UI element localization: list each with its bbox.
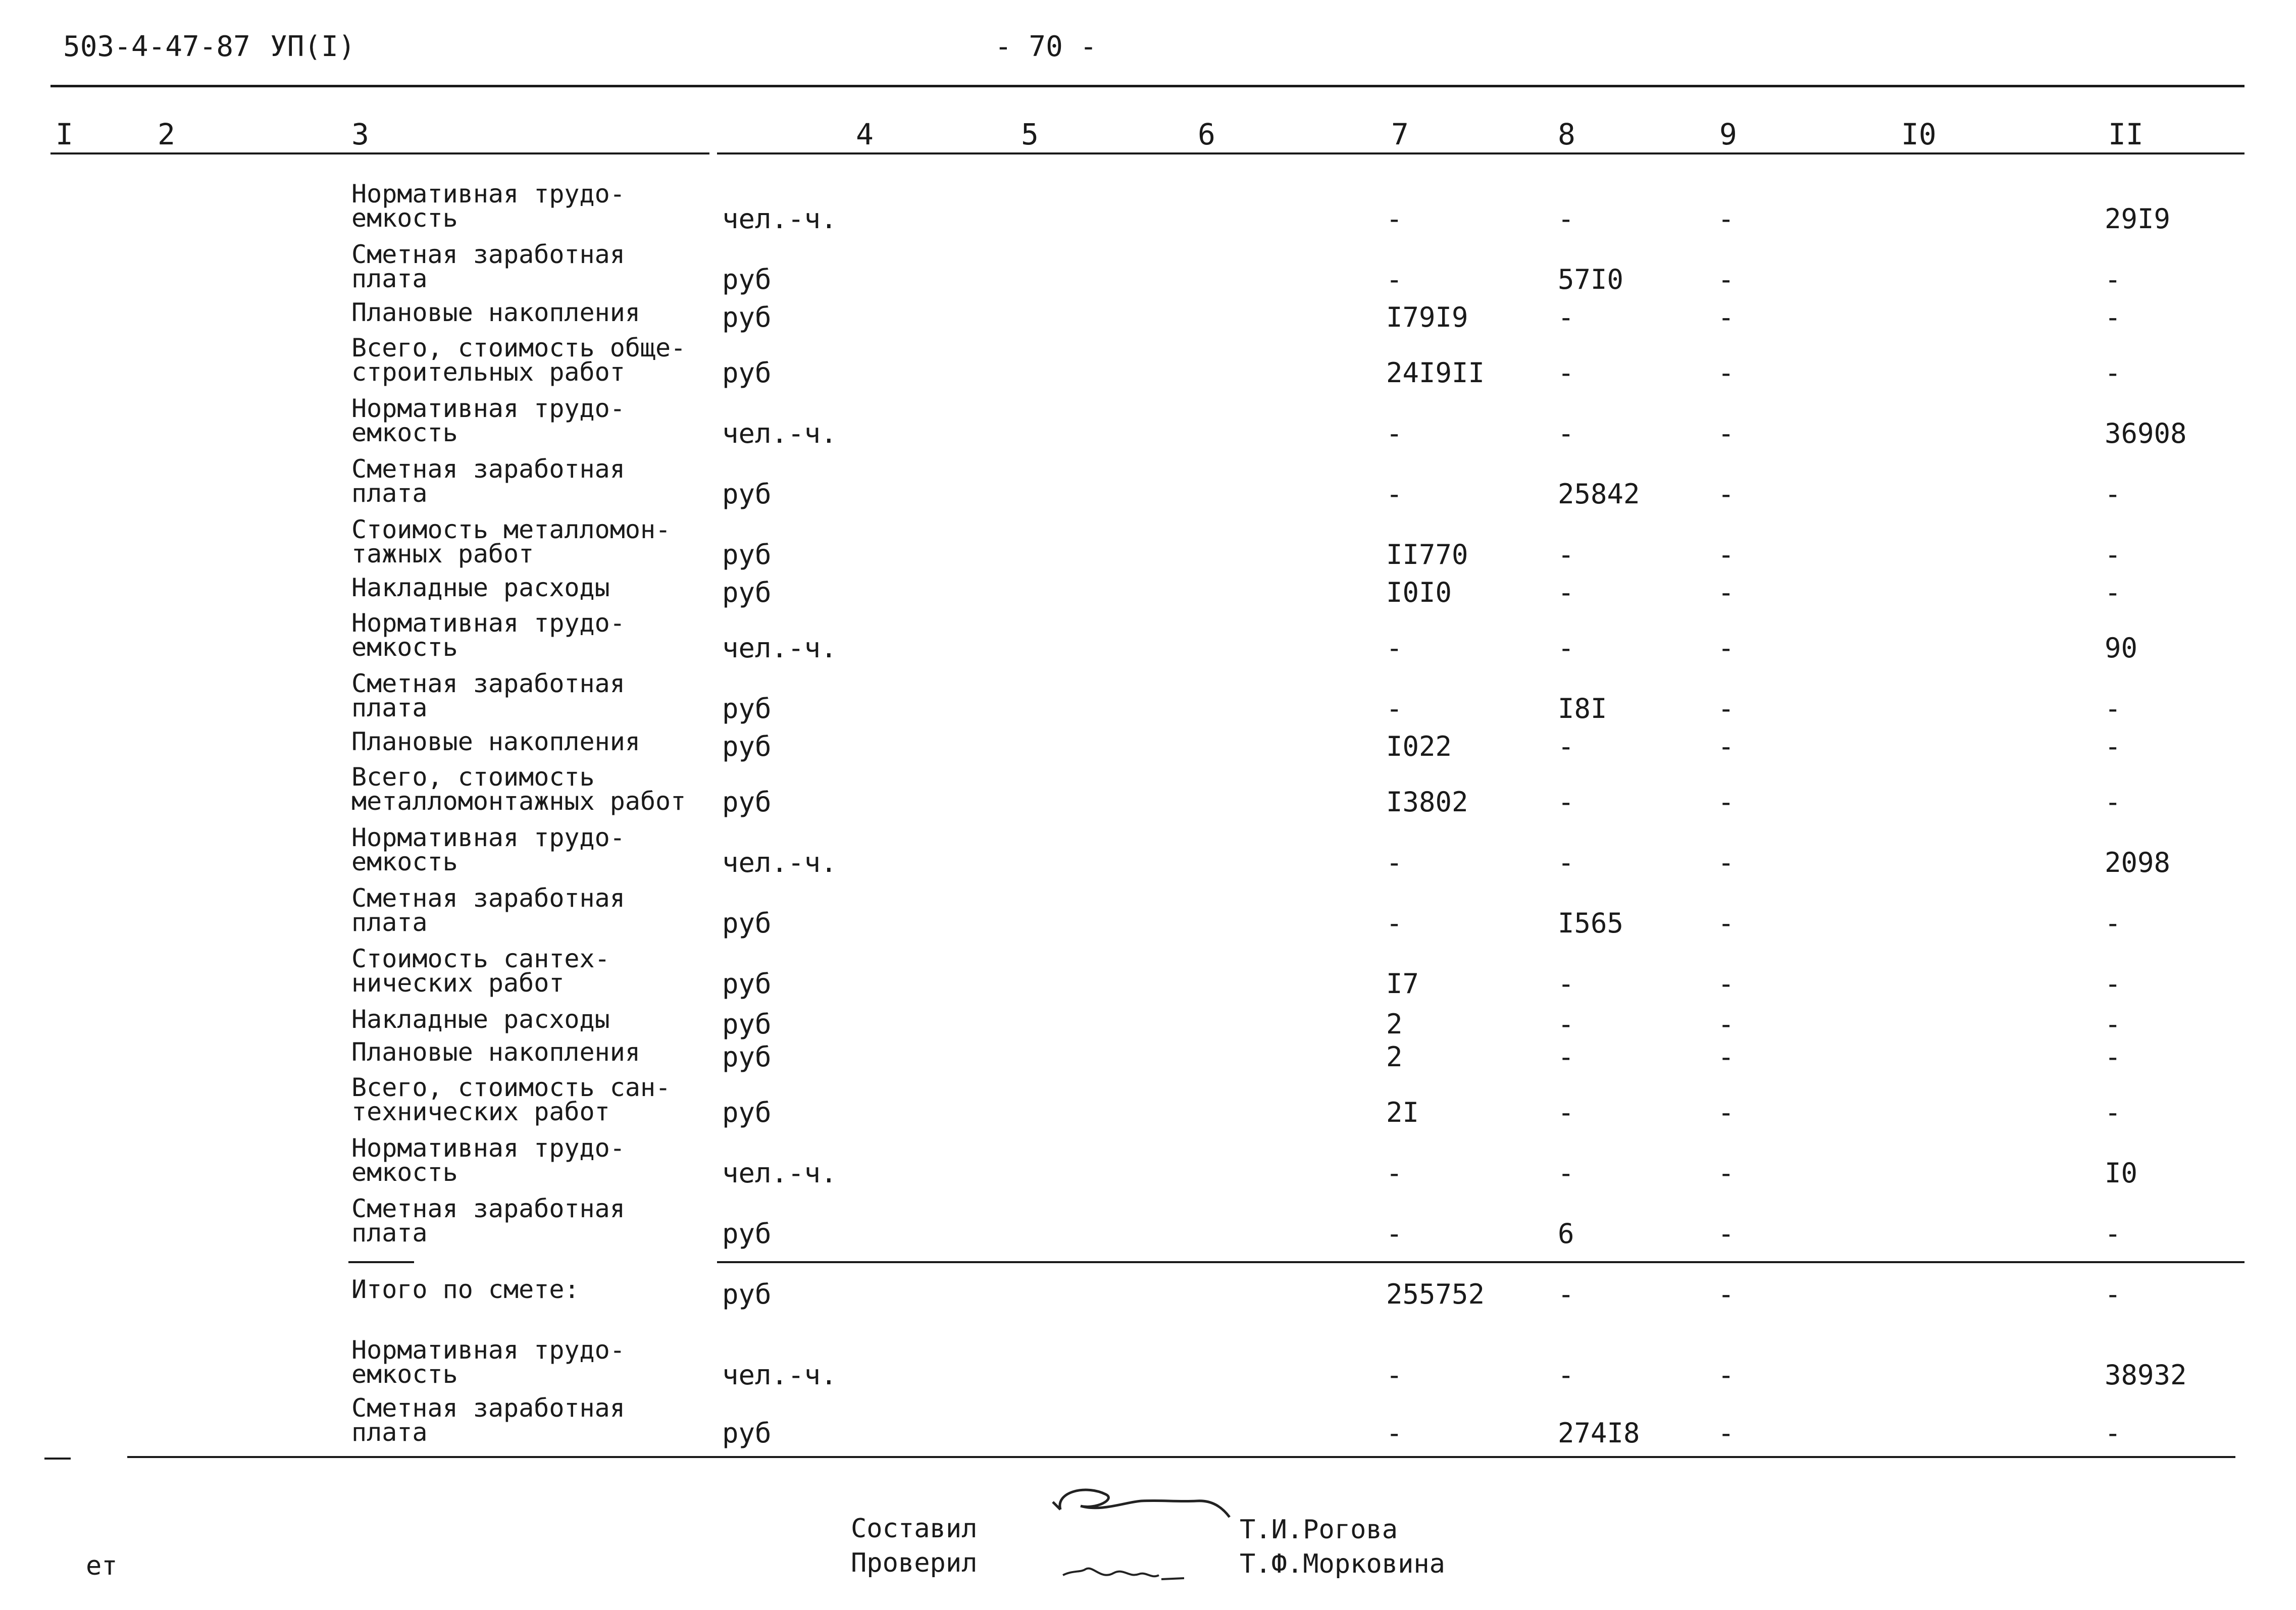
row-col8-value: 57I0 <box>1558 264 1624 295</box>
row-unit: руб <box>722 1097 772 1128</box>
totals-short-dash <box>348 1261 414 1263</box>
row-unit: руб <box>722 1041 772 1073</box>
row-col7-value: I79I9 <box>1386 301 1468 333</box>
row-name: Сметная заработная плата <box>351 240 625 293</box>
row-name: Нормативная трудо- емкость <box>351 394 625 447</box>
row-col8-value: - <box>1558 632 1574 664</box>
row-col8-value: - <box>1558 418 1574 449</box>
row-col9-value: - <box>1718 539 1734 570</box>
row-col9-value: - <box>1718 577 1734 608</box>
row-col9-value: - <box>1718 907 1734 939</box>
row-name: Плановые накопления <box>351 1037 640 1067</box>
row-col8-value: 274I8 <box>1558 1417 1640 1449</box>
row-col9-value: - <box>1718 1278 1734 1310</box>
row-col7-value: - <box>1386 1359 1403 1391</box>
row-col11-value: - <box>2105 577 2121 608</box>
row-col9-value: - <box>1718 1218 1734 1250</box>
row-unit: руб <box>722 1417 772 1449</box>
row-col9-value: - <box>1718 1359 1734 1391</box>
header-rule-left <box>50 152 709 154</box>
row-name: Стоимость сантех- нических работ <box>351 944 610 998</box>
compiled-by-name: Т.И.Рогова <box>1240 1515 1398 1545</box>
row-col7-value: 24I9II <box>1386 357 1485 389</box>
row-name: Сметная заработная плата <box>351 454 625 508</box>
row-col8-value: - <box>1558 1008 1574 1040</box>
top-rule <box>50 85 2244 87</box>
row-col7-value: - <box>1386 1157 1403 1189</box>
row-col8-value: - <box>1558 577 1574 608</box>
compiled-by-label: Составил <box>851 1514 978 1544</box>
column-header-9: 9 <box>1719 117 1737 151</box>
page-number: - 70 - <box>995 30 1097 63</box>
row-col8-value: - <box>1558 203 1574 235</box>
row-unit: чел.-ч. <box>722 632 837 664</box>
row-col9-value: - <box>1718 1008 1734 1040</box>
row-col8-value: 6 <box>1558 1218 1574 1250</box>
row-col11-value: - <box>2105 357 2121 389</box>
row-col8-value: - <box>1558 1041 1574 1073</box>
row-unit: чел.-ч. <box>722 203 837 235</box>
row-col9-value: - <box>1718 1097 1734 1128</box>
row-col7-value: - <box>1386 632 1403 664</box>
row-col8-value: - <box>1558 1157 1574 1189</box>
row-col8-value: I565 <box>1558 907 1624 939</box>
column-header-11: II <box>2108 117 2144 151</box>
column-header-10: I0 <box>1901 117 1936 151</box>
column-header-1: I <box>56 117 73 151</box>
row-unit: руб <box>722 577 772 608</box>
row-col9-value: - <box>1718 357 1734 389</box>
row-col7-value: - <box>1386 693 1403 724</box>
row-name: Всего, стоимость металломонтажных работ <box>351 762 686 816</box>
row-col8-value: I8I <box>1558 693 1607 724</box>
row-col7-value: - <box>1386 847 1403 878</box>
row-unit: руб <box>722 693 772 724</box>
row-col7-value: 255752 <box>1386 1278 1485 1310</box>
row-col8-value: - <box>1558 786 1574 818</box>
row-name: Плановые накопления <box>351 298 640 327</box>
row-name: Нормативная трудо- емкость <box>351 608 625 662</box>
row-col7-value: I022 <box>1386 731 1452 762</box>
row-col8-value: 25842 <box>1558 478 1640 510</box>
row-col11-value: 29I9 <box>2105 203 2171 235</box>
totals-rule <box>717 1261 2244 1263</box>
row-col11-value: - <box>2105 786 2121 818</box>
row-col9-value: - <box>1718 731 1734 762</box>
row-unit: чел.-ч. <box>722 1157 837 1189</box>
header-rule-right <box>717 152 2244 154</box>
row-unit: руб <box>722 907 772 939</box>
row-col8-value: - <box>1558 968 1574 1000</box>
row-col7-value: I3802 <box>1386 786 1468 818</box>
row-col7-value: - <box>1386 1417 1403 1449</box>
row-col9-value: - <box>1718 301 1734 333</box>
row-name: Сметная заработная плата <box>351 1194 625 1248</box>
row-name: Сметная заработная плата <box>351 884 625 937</box>
footer-left-mark: ет <box>86 1551 118 1581</box>
row-col9-value: - <box>1718 1157 1734 1189</box>
row-name: Всего, стоимость сан- технических работ <box>351 1073 671 1126</box>
row-col7-value: II770 <box>1386 539 1468 570</box>
row-unit: руб <box>722 357 772 389</box>
row-col11-value: - <box>2105 968 2121 1000</box>
row-col8-value: - <box>1558 301 1574 333</box>
row-col9-value: - <box>1718 1417 1734 1449</box>
row-name: Стоимость металломон- тажных работ <box>351 515 671 568</box>
row-col9-value: - <box>1718 847 1734 878</box>
row-unit: руб <box>722 539 772 570</box>
checker-signature-icon <box>1058 1555 1189 1590</box>
row-unit: руб <box>722 731 772 762</box>
row-col11-value: I0 <box>2105 1157 2138 1189</box>
row-col8-value: - <box>1558 1097 1574 1128</box>
row-col9-value: - <box>1718 693 1734 724</box>
row-col8-value: - <box>1558 1278 1574 1310</box>
row-col9-value: - <box>1718 478 1734 510</box>
row-col11-value: 90 <box>2105 632 2138 664</box>
row-name: Итого по смете: <box>351 1275 580 1304</box>
row-col9-value: - <box>1718 264 1734 295</box>
row-name: Накладные расходы <box>351 1005 610 1034</box>
row-col7-value: I7 <box>1386 968 1419 1000</box>
row-unit: чел.-ч. <box>722 847 837 878</box>
row-col11-value: - <box>2105 301 2121 333</box>
row-col11-value: - <box>2105 539 2121 570</box>
column-header-3: 3 <box>351 117 369 151</box>
row-name: Плановые накопления <box>351 727 640 756</box>
row-col11-value: - <box>2105 1417 2121 1449</box>
row-name: Нормативная трудо- емкость <box>351 823 625 876</box>
column-header-2: 2 <box>158 117 175 151</box>
row-unit: руб <box>722 1218 772 1250</box>
row-name: Нормативная трудо- емкость <box>351 179 625 233</box>
row-col11-value: - <box>2105 1008 2121 1040</box>
row-col7-value: - <box>1386 1218 1403 1250</box>
row-col7-value: 2I <box>1386 1097 1419 1128</box>
row-name: Сметная заработная плата <box>351 1393 625 1447</box>
row-col9-value: - <box>1718 1041 1734 1073</box>
row-col7-value: - <box>1386 203 1403 235</box>
row-col8-value: - <box>1558 357 1574 389</box>
bottom-rule-dash <box>44 1458 71 1460</box>
row-unit: чел.-ч. <box>722 418 837 449</box>
row-col8-value: - <box>1558 731 1574 762</box>
row-col7-value: 2 <box>1386 1041 1403 1073</box>
row-col7-value: - <box>1386 478 1403 510</box>
row-unit: чел.-ч. <box>722 1359 837 1391</box>
bottom-rule <box>127 1456 2235 1458</box>
row-unit: руб <box>722 968 772 1000</box>
row-col11-value: - <box>2105 1218 2121 1250</box>
row-unit: руб <box>722 301 772 333</box>
row-name: Нормативная трудо- емкость <box>351 1133 625 1187</box>
row-col11-value: - <box>2105 1097 2121 1128</box>
document-code: 503-4-47-87 <box>63 30 250 63</box>
row-name: Сметная заработная плата <box>351 669 625 722</box>
row-unit: руб <box>722 786 772 818</box>
row-col11-value: - <box>2105 731 2121 762</box>
column-header-6: 6 <box>1198 117 1215 151</box>
album-code: УП(I) <box>270 30 355 63</box>
row-name: Всего, стоимость обще- строительных работ <box>351 333 686 387</box>
row-col11-value: 36908 <box>2105 418 2187 449</box>
row-col9-value: - <box>1718 786 1734 818</box>
row-col11-value: - <box>2105 264 2121 295</box>
row-col11-value: - <box>2105 478 2121 510</box>
row-col7-value: 2 <box>1386 1008 1403 1040</box>
row-col9-value: - <box>1718 418 1734 449</box>
row-col11-value: - <box>2105 907 2121 939</box>
column-header-5: 5 <box>1021 117 1039 151</box>
row-col11-value: - <box>2105 693 2121 724</box>
row-col11-value: - <box>2105 1041 2121 1073</box>
row-col9-value: - <box>1718 968 1734 1000</box>
row-col7-value: - <box>1386 264 1403 295</box>
row-col9-value: - <box>1718 203 1734 235</box>
row-col7-value: - <box>1386 907 1403 939</box>
row-col11-value: - <box>2105 1278 2121 1310</box>
row-col8-value: - <box>1558 847 1574 878</box>
row-name: Нормативная трудо- емкость <box>351 1335 625 1389</box>
column-header-8: 8 <box>1558 117 1575 151</box>
checked-by-label: Проверил <box>851 1548 978 1578</box>
column-header-4: 4 <box>856 117 874 151</box>
row-unit: руб <box>722 478 772 510</box>
row-unit: руб <box>722 1278 772 1310</box>
row-unit: руб <box>722 264 772 295</box>
row-unit: руб <box>722 1008 772 1040</box>
row-col7-value: - <box>1386 418 1403 449</box>
row-col11-value: 38932 <box>2105 1359 2187 1391</box>
column-header-7: 7 <box>1391 117 1409 151</box>
compiler-signature-icon <box>1045 1482 1237 1530</box>
row-col7-value: I0I0 <box>1386 577 1452 608</box>
checked-by-name: Т.Ф.Морковина <box>1240 1549 1445 1579</box>
row-col11-value: 2098 <box>2105 847 2171 878</box>
row-col8-value: - <box>1558 539 1574 570</box>
row-name: Накладные расходы <box>351 573 610 602</box>
row-col9-value: - <box>1718 632 1734 664</box>
row-col8-value: - <box>1558 1359 1574 1391</box>
